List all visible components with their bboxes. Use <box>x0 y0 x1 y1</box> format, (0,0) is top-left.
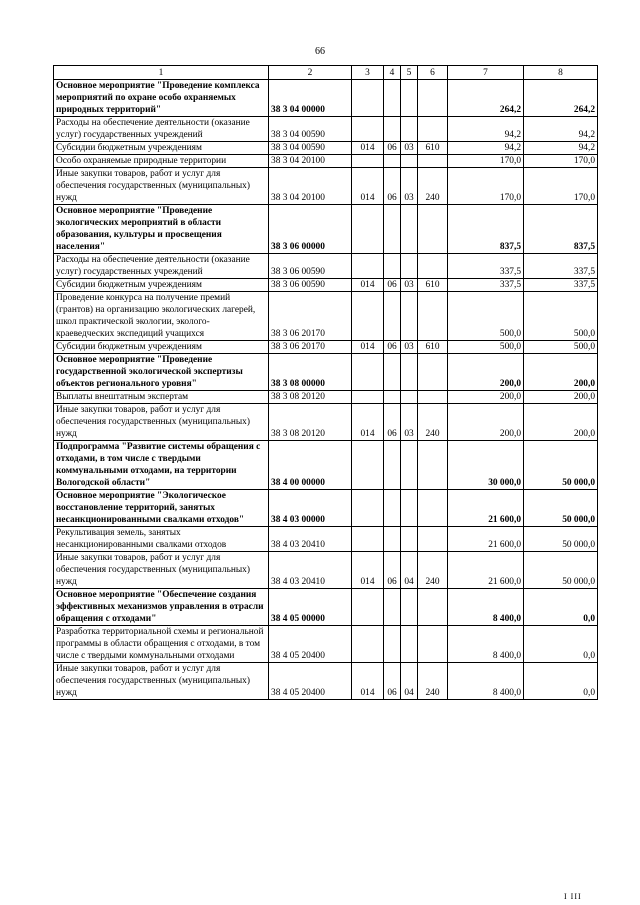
row-col6: 610 <box>418 279 448 292</box>
row-code: 38 3 06 00000 <box>269 205 352 254</box>
row-col3 <box>352 490 384 527</box>
row-col5: 04 <box>401 663 418 700</box>
row-amount-col8: 170,0 <box>524 155 598 168</box>
row-code: 38 4 03 00000 <box>269 490 352 527</box>
row-col6 <box>418 391 448 404</box>
row-col6: 240 <box>418 168 448 205</box>
row-code: 38 3 04 20100 <box>269 155 352 168</box>
row-name: Основное мероприятие "Обеспечение создания эффективных механизмов управления в отрасли обращения с отходами" <box>54 589 269 626</box>
row-col4: 06 <box>384 341 401 354</box>
row-amount-col7: 837,5 <box>448 205 524 254</box>
table-row <box>54 254 598 279</box>
table-row <box>54 589 598 626</box>
row-col5: 03 <box>401 168 418 205</box>
row-col3: 014 <box>352 341 384 354</box>
header-cell: 3 <box>352 66 384 80</box>
row-col6 <box>418 626 448 663</box>
table-row <box>54 142 598 155</box>
row-col4: 06 <box>384 663 401 700</box>
row-code: 38 4 03 20410 <box>269 552 352 589</box>
row-col4 <box>384 391 401 404</box>
header-cell: 2 <box>269 66 352 80</box>
row-col5 <box>401 527 418 552</box>
row-col5 <box>401 80 418 117</box>
row-name: Выплаты внештатным экспертам <box>54 391 269 404</box>
row-col4 <box>384 80 401 117</box>
row-col3 <box>352 155 384 168</box>
row-code: 38 3 08 00000 <box>269 354 352 391</box>
table-row <box>54 626 598 663</box>
row-code: 38 3 04 20100 <box>269 168 352 205</box>
header-cell: 6 <box>418 66 448 80</box>
row-col4: 06 <box>384 168 401 205</box>
row-amount-col8: 170,0 <box>524 168 598 205</box>
row-name: Субсидии бюджетным учреждениям <box>54 341 269 354</box>
header-cell: 8 <box>524 66 598 80</box>
header-cell: 1 <box>54 66 269 80</box>
row-col4: 06 <box>384 552 401 589</box>
header-cell: 4 <box>384 66 401 80</box>
table-row <box>54 354 598 391</box>
row-col3 <box>352 205 384 254</box>
row-name: Основное мероприятие "Проведение комплекса мероприятий по охране особо охраняемых природных территорий" <box>54 80 269 117</box>
row-amount-col8: 50 000,0 <box>524 527 598 552</box>
row-amount-col7: 8 400,0 <box>448 626 524 663</box>
row-amount-col8: 0,0 <box>524 663 598 700</box>
row-amount-col7: 8 400,0 <box>448 663 524 700</box>
row-col3 <box>352 527 384 552</box>
row-col6 <box>418 354 448 391</box>
row-amount-col7: 200,0 <box>448 354 524 391</box>
row-col3 <box>352 589 384 626</box>
row-col6 <box>418 117 448 142</box>
row-amount-col7: 30 000,0 <box>448 441 524 490</box>
row-code: 38 4 05 20400 <box>269 626 352 663</box>
row-col3: 014 <box>352 404 384 441</box>
budget-table <box>53 65 598 700</box>
row-name: Субсидии бюджетным учреждениям <box>54 279 269 292</box>
row-name: Иные закупки товаров, работ и услуг для обеспечения государственных (муниципальных) нужд <box>54 663 269 700</box>
row-col5: 03 <box>401 341 418 354</box>
row-col4: 06 <box>384 142 401 155</box>
header-cell: 5 <box>401 66 418 80</box>
row-col3 <box>352 117 384 142</box>
table-row <box>54 552 598 589</box>
row-col6 <box>418 490 448 527</box>
row-col5 <box>401 391 418 404</box>
row-amount-col7: 21 600,0 <box>448 552 524 589</box>
row-col4 <box>384 589 401 626</box>
row-col3: 014 <box>352 142 384 155</box>
row-col4 <box>384 441 401 490</box>
row-amount-col8: 264,2 <box>524 80 598 117</box>
row-amount-col8: 50 000,0 <box>524 490 598 527</box>
row-col3: 014 <box>352 279 384 292</box>
row-amount-col8: 200,0 <box>524 354 598 391</box>
table-row <box>54 527 598 552</box>
row-amount-col8: 50 000,0 <box>524 552 598 589</box>
table-row <box>54 80 598 117</box>
row-name: Подпрограмма "Развитие системы обращения с отходами, в том числе с твердыми коммунальными отходами, на территории Вологодской области" <box>54 441 269 490</box>
row-col4 <box>384 626 401 663</box>
row-col6: 240 <box>418 552 448 589</box>
row-col4: 06 <box>384 404 401 441</box>
row-amount-col7: 94,2 <box>448 142 524 155</box>
table-row <box>54 441 598 490</box>
row-amount-col7: 170,0 <box>448 168 524 205</box>
row-col3: 014 <box>352 168 384 205</box>
row-col6 <box>418 589 448 626</box>
row-amount-col7: 170,0 <box>448 155 524 168</box>
table-row <box>54 279 598 292</box>
row-col6 <box>418 155 448 168</box>
row-col5 <box>401 589 418 626</box>
row-amount-col7: 94,2 <box>448 117 524 142</box>
table-row <box>54 205 598 254</box>
row-col6: 610 <box>418 142 448 155</box>
row-code: 38 3 06 20170 <box>269 292 352 341</box>
row-amount-col8: 200,0 <box>524 391 598 404</box>
row-col4 <box>384 155 401 168</box>
table-row <box>54 292 598 341</box>
row-col3 <box>352 354 384 391</box>
table-row <box>54 155 598 168</box>
row-name: Иные закупки товаров, работ и услуг для обеспечения государственных (муниципальных) нужд <box>54 168 269 205</box>
row-name: Субсидии бюджетным учреждениям <box>54 142 269 155</box>
row-amount-col7: 200,0 <box>448 404 524 441</box>
table-row <box>54 117 598 142</box>
row-code: 38 3 08 20120 <box>269 404 352 441</box>
row-code: 38 4 03 20410 <box>269 527 352 552</box>
row-col3 <box>352 80 384 117</box>
row-col5 <box>401 254 418 279</box>
row-col6: 240 <box>418 404 448 441</box>
row-code: 38 3 04 00590 <box>269 117 352 142</box>
row-col5: 04 <box>401 552 418 589</box>
row-name: Проведение конкурса на получение премий (грантов) на организацию экологических лагерей, школ практической экологии, эколого-краеведческих экспедиций учащихся <box>54 292 269 341</box>
row-col3 <box>352 441 384 490</box>
row-col6 <box>418 441 448 490</box>
row-name: Основное мероприятие "Экологическое восстановление территорий, занятых несанкционированными свалками отходов" <box>54 490 269 527</box>
row-col3 <box>352 292 384 341</box>
row-code: 38 4 00 00000 <box>269 441 352 490</box>
row-col4 <box>384 254 401 279</box>
row-col3 <box>352 254 384 279</box>
table-row <box>54 663 598 700</box>
row-name: Основное мероприятие "Проведение государственной экологической экспертизы объектов регионального уровня" <box>54 354 269 391</box>
row-amount-col7: 337,5 <box>448 254 524 279</box>
row-col6 <box>418 527 448 552</box>
header-row <box>54 66 598 80</box>
row-amount-col8: 500,0 <box>524 292 598 341</box>
table-row <box>54 391 598 404</box>
row-amount-col7: 500,0 <box>448 292 524 341</box>
row-amount-col7: 8 400,0 <box>448 589 524 626</box>
table-row <box>54 490 598 527</box>
row-code: 38 3 04 00590 <box>269 142 352 155</box>
row-col6 <box>418 292 448 341</box>
row-name: Расходы на обеспечение деятельности (оказание услуг) государственных учреждений <box>54 117 269 142</box>
row-col3: 014 <box>352 663 384 700</box>
row-col3: 014 <box>352 552 384 589</box>
row-col5 <box>401 490 418 527</box>
table-row <box>54 168 598 205</box>
row-col4 <box>384 527 401 552</box>
row-col4: 06 <box>384 279 401 292</box>
page-number: 66 <box>315 46 325 57</box>
row-col5 <box>401 292 418 341</box>
row-name: Основное мероприятие "Проведение экологических мероприятий в области образования, культуры и просвещения населения" <box>54 205 269 254</box>
row-col5 <box>401 354 418 391</box>
row-col6: 240 <box>418 663 448 700</box>
row-amount-col7: 337,5 <box>448 279 524 292</box>
row-amount-col7: 21 600,0 <box>448 527 524 552</box>
row-code: 38 3 08 20120 <box>269 391 352 404</box>
row-amount-col8: 0,0 <box>524 626 598 663</box>
row-name: Иные закупки товаров, работ и услуг для обеспечения государственных (муниципальных) нужд <box>54 552 269 589</box>
row-name: Разработка территориальной схемы и региональной программы в области обращения с отходами, в том числе с твердыми коммунальными отходами <box>54 626 269 663</box>
row-col6: 610 <box>418 341 448 354</box>
row-col6 <box>418 254 448 279</box>
row-col6 <box>418 80 448 117</box>
row-name: Расходы на обеспечение деятельности (оказание услуг) государственных учреждений <box>54 254 269 279</box>
row-amount-col7: 264,2 <box>448 80 524 117</box>
row-name: Рекультивация земель, занятых несанкционированными свалками отходов <box>54 527 269 552</box>
row-amount-col7: 200,0 <box>448 391 524 404</box>
row-amount-col8: 94,2 <box>524 117 598 142</box>
row-col5 <box>401 155 418 168</box>
row-amount-col8: 200,0 <box>524 404 598 441</box>
row-amount-col8: 337,5 <box>524 279 598 292</box>
row-code: 38 4 05 00000 <box>269 589 352 626</box>
row-name: Иные закупки товаров, работ и услуг для обеспечения государственных (муниципальных) нужд <box>54 404 269 441</box>
footer-mark: I III <box>564 892 582 901</box>
row-col5 <box>401 117 418 142</box>
row-col4 <box>384 205 401 254</box>
row-col5 <box>401 626 418 663</box>
row-col5 <box>401 205 418 254</box>
row-col4 <box>384 117 401 142</box>
row-amount-col8: 94,2 <box>524 142 598 155</box>
row-amount-col8: 50 000,0 <box>524 441 598 490</box>
row-col6 <box>418 205 448 254</box>
row-code: 38 4 05 20400 <box>269 663 352 700</box>
row-col3 <box>352 391 384 404</box>
table-row <box>54 404 598 441</box>
row-col5: 03 <box>401 279 418 292</box>
row-amount-col8: 0,0 <box>524 589 598 626</box>
row-col5: 03 <box>401 142 418 155</box>
row-name: Особо охраняемые природные территории <box>54 155 269 168</box>
row-amount-col7: 500,0 <box>448 341 524 354</box>
row-code: 38 3 04 00000 <box>269 80 352 117</box>
table-row <box>54 341 598 354</box>
row-amount-col7: 21 600,0 <box>448 490 524 527</box>
row-col4 <box>384 292 401 341</box>
row-amount-col8: 500,0 <box>524 341 598 354</box>
row-col5: 03 <box>401 404 418 441</box>
row-code: 38 3 06 00590 <box>269 279 352 292</box>
row-amount-col8: 337,5 <box>524 254 598 279</box>
row-col4 <box>384 490 401 527</box>
row-col5 <box>401 441 418 490</box>
row-amount-col8: 837,5 <box>524 205 598 254</box>
row-col3 <box>352 626 384 663</box>
row-code: 38 3 06 20170 <box>269 341 352 354</box>
row-code: 38 3 06 00590 <box>269 254 352 279</box>
row-col4 <box>384 354 401 391</box>
header-cell: 7 <box>448 66 524 80</box>
